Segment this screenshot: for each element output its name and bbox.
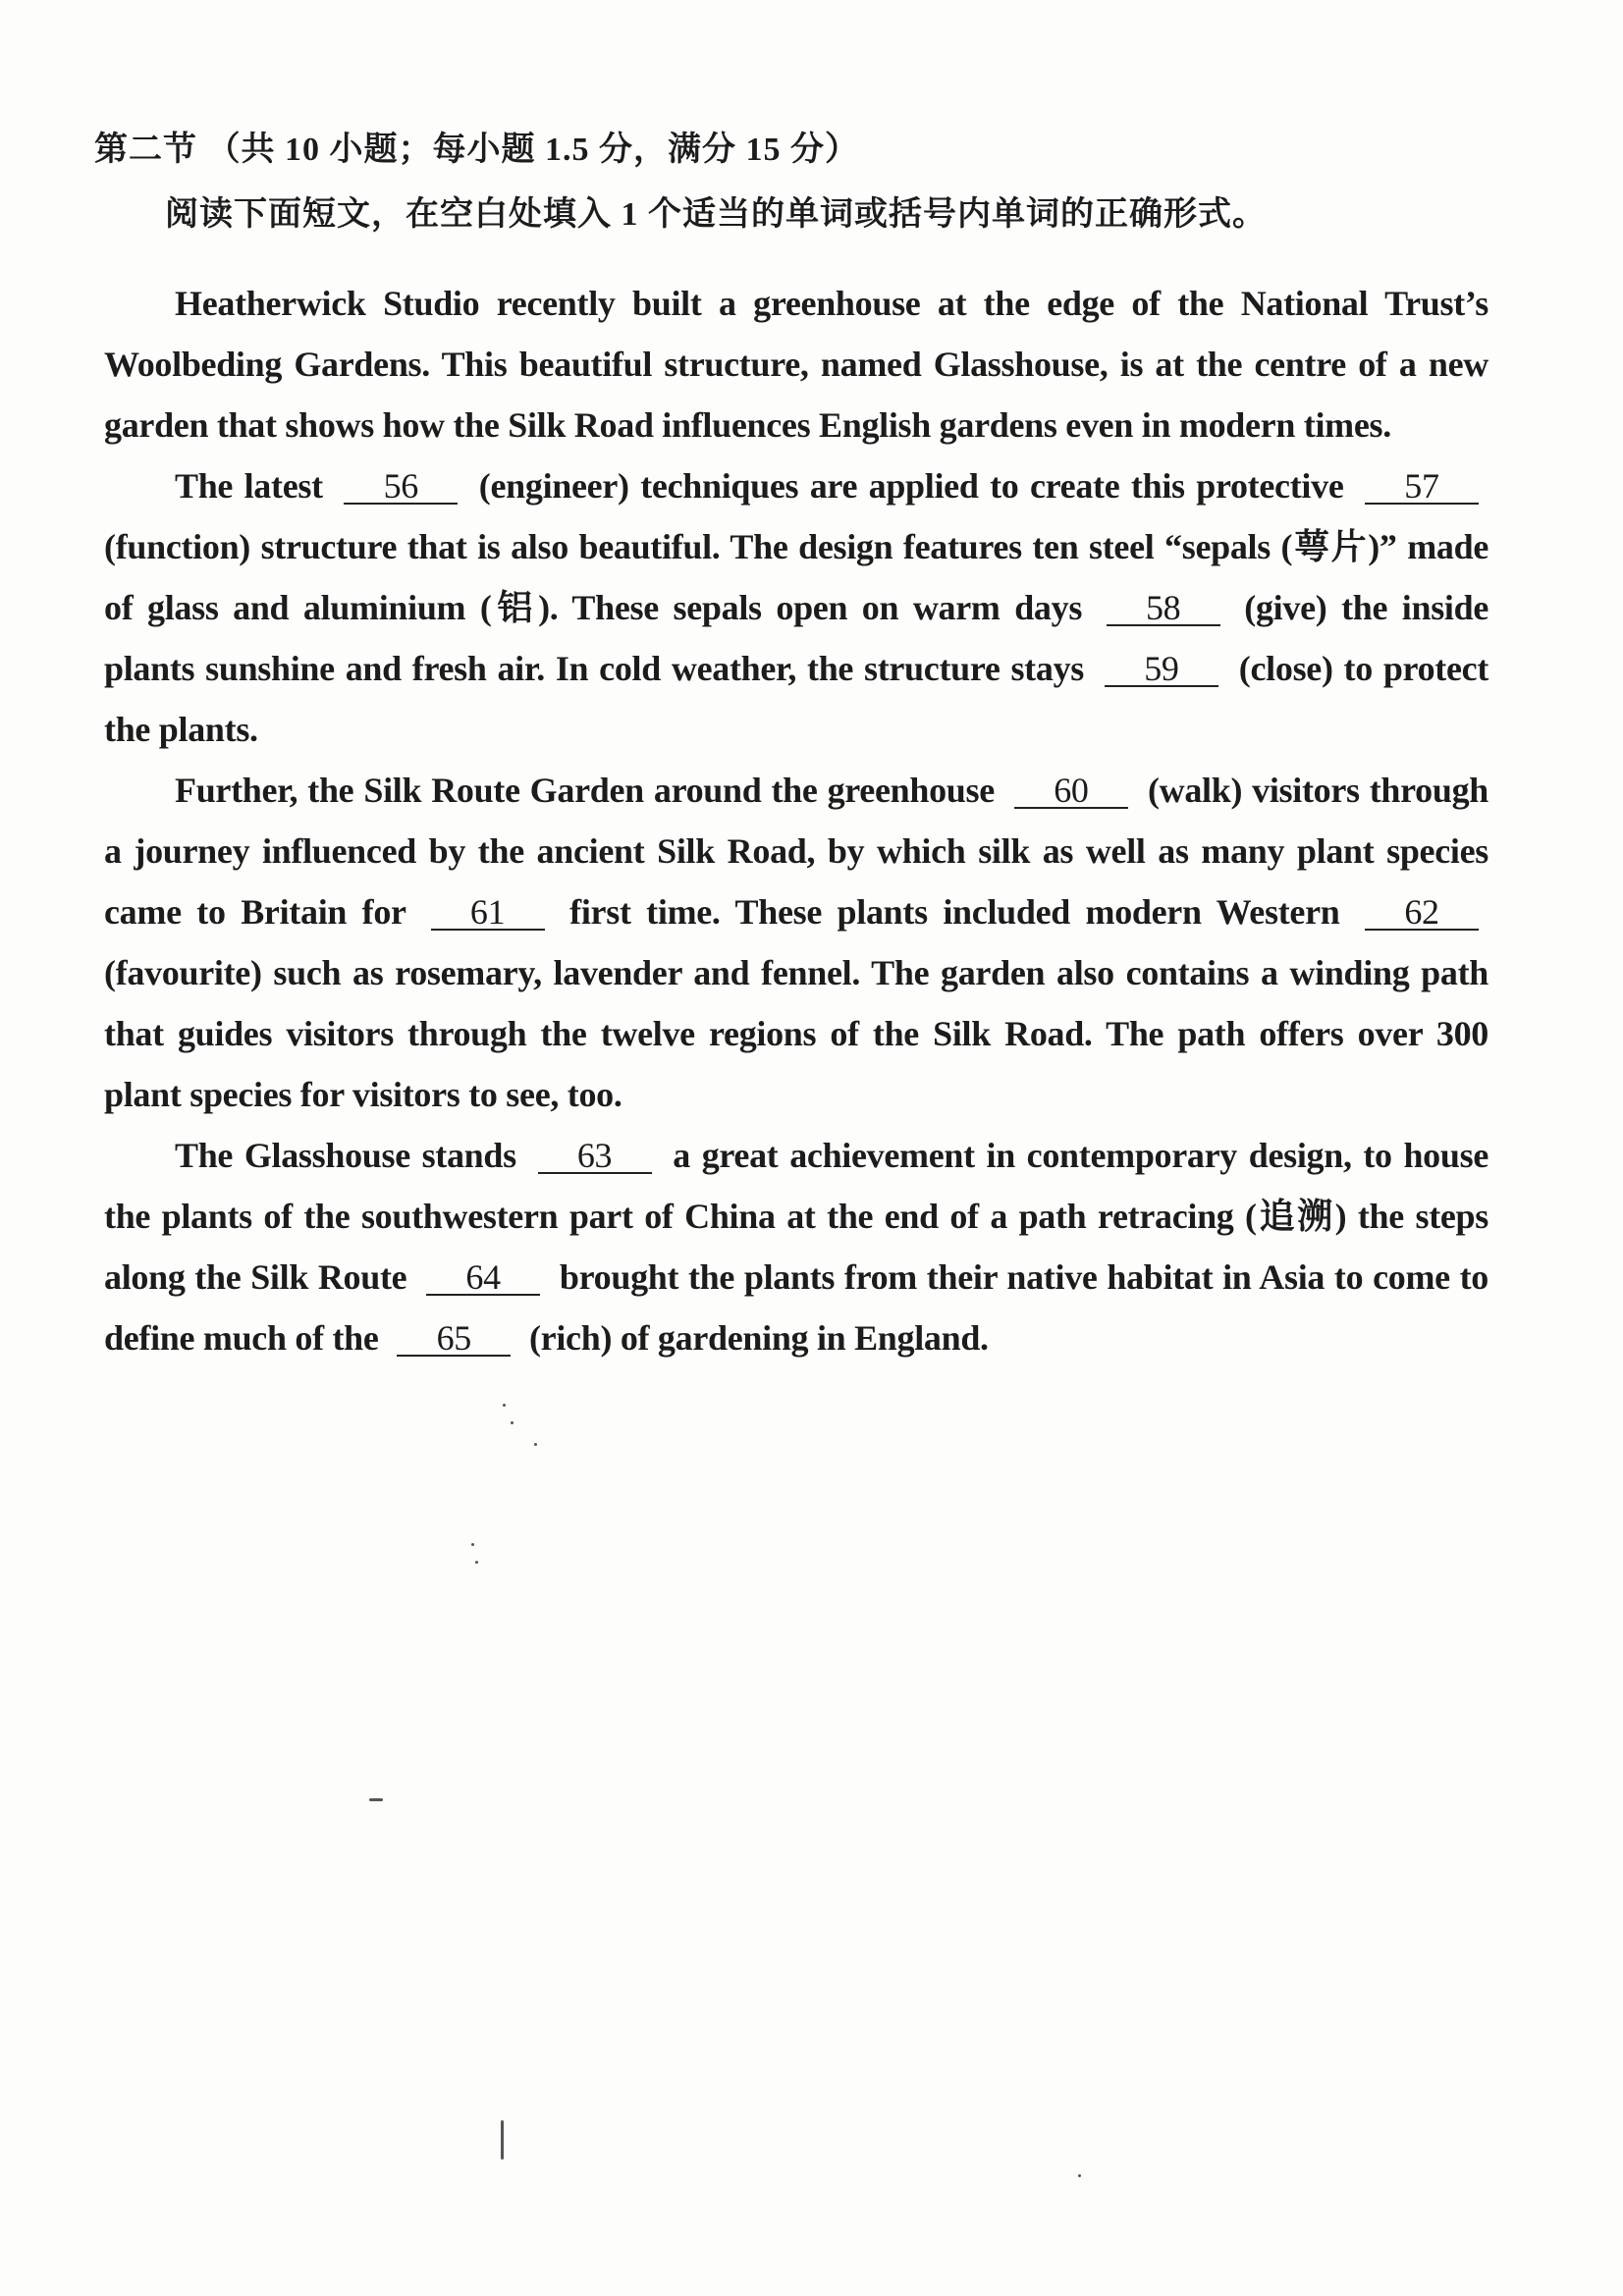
paragraph <box>104 455 1488 760</box>
answer-blank: 62 <box>1365 895 1479 931</box>
answer-blank: 63 <box>538 1139 652 1174</box>
instruction-text: 阅读下面短文，在空白处填入 1 个适当的单词或括号内单词的正确形式。 <box>165 196 1267 233</box>
text-run: (engineer) techniques are applied to create this protective <box>478 466 1344 506</box>
answer-blank: 65 <box>397 1321 511 1357</box>
section-heading: 第二节 （共 10 小题；每小题 1.5 分，满分 15 分） <box>94 132 859 168</box>
scan-speck <box>475 1561 478 1564</box>
text-run: The Glasshouse stands <box>175 1136 516 1175</box>
text-run: Heatherwick Studio recently built a greenhouse at the edge of the National Trust’s Woolbeding Gardens. This beautiful structure, named Glasshouse, is at the centre of a new garden that shows how the Silk Road influences English gardens even in modern times. <box>104 284 1488 445</box>
scan-speck <box>503 1404 506 1407</box>
answer-blank: 60 <box>1014 774 1128 809</box>
paragraph <box>104 1125 1488 1368</box>
scan-speck <box>501 2120 504 2160</box>
text-run: a great achievement in contemporary design, to house the plants of the southwestern part of China at the end of a path retracing (追溯) the steps along the Silk Route <box>104 1136 1488 1297</box>
text-run: (walk) visitors through a journey influenced by the ancient Silk Road, by which silk as well as many plant species came to Britain for <box>104 771 1489 932</box>
text-run: (rich) of gardening in England. <box>528 1318 989 1358</box>
answer-blank: 56 <box>344 469 458 505</box>
answer-blank: 59 <box>1105 652 1218 687</box>
scan-speck <box>369 1798 383 1801</box>
passage <box>104 273 1488 1368</box>
text-run: Further, the Silk Route Garden around the greenhouse <box>175 771 995 810</box>
answer-blank: 58 <box>1107 591 1220 626</box>
text-run: (close) to protect the plants. <box>104 649 1489 749</box>
text-run: The latest <box>175 466 323 506</box>
text-run: first time. These plants included modern Western <box>569 892 1340 932</box>
scan-speck <box>471 1543 474 1546</box>
answer-blank: 61 <box>431 895 545 931</box>
scan-speck <box>534 1443 537 1446</box>
paragraph <box>104 273 1488 455</box>
paragraph <box>104 760 1488 1125</box>
text-run: (favourite) such as rosemary, lavender and fennel. The garden also contains a winding path that guides visitors through the twelve regions of the Silk Road. The path offers over 300 plant species for visitors to see, too. <box>104 953 1488 1114</box>
text-run: (function) structure that is also beautiful. The design features ten steel “sepals (萼片)” made of glass and aluminium (铝). These sepals open on warm days <box>104 527 1488 627</box>
scan-speck <box>511 1421 514 1424</box>
text-run: brought the plants from their native habitat in Asia to come to define much of the <box>104 1257 1489 1358</box>
answer-blank: 64 <box>426 1260 540 1296</box>
scan-speck <box>1078 2174 1081 2177</box>
answer-blank: 57 <box>1365 469 1479 505</box>
text-run: (give) the inside plants sunshine and fresh air. In cold weather, the structure stays <box>104 588 1489 688</box>
